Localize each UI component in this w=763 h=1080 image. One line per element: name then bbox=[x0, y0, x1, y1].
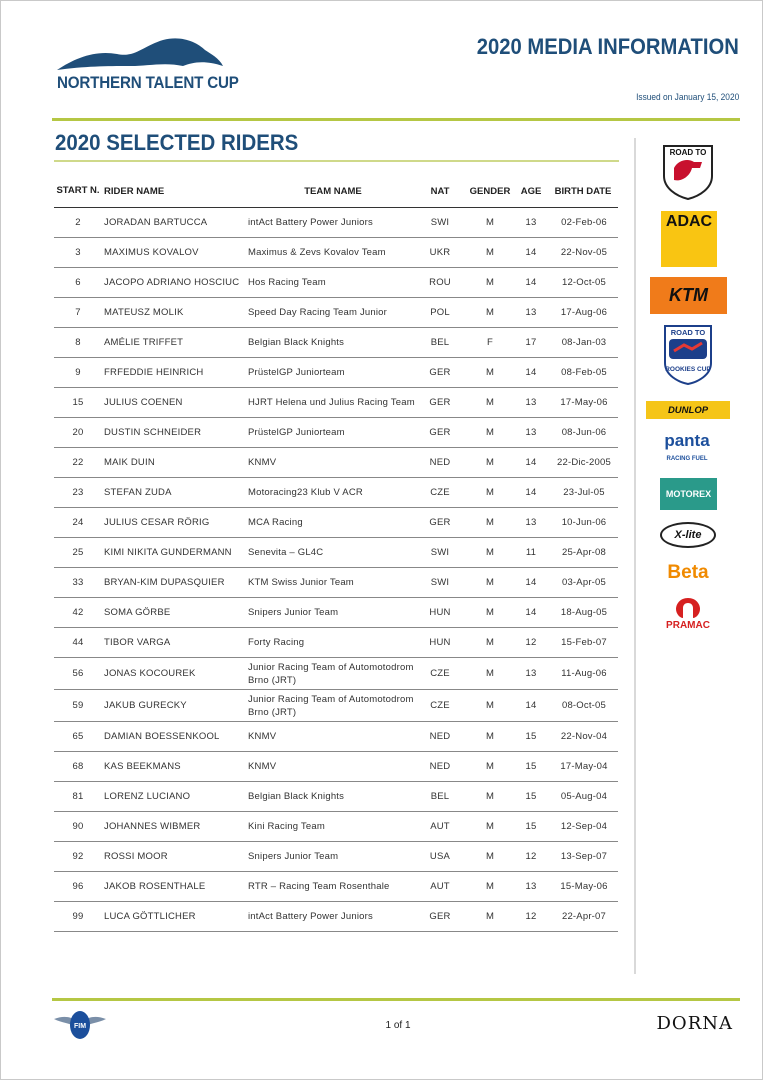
cell-rider-name: JACOPO ADRIANO HOSCIUC bbox=[104, 277, 240, 288]
table-row bbox=[54, 298, 618, 328]
cell-birth-date: 15-May-06 bbox=[560, 881, 608, 892]
table-row bbox=[54, 388, 618, 418]
dunlop-logo: DUNLOP bbox=[646, 401, 730, 419]
cell-team-name: Speed Day Racing Team Junior bbox=[248, 307, 388, 318]
cell-birth-date: 05-Aug-04 bbox=[560, 791, 608, 802]
cell-rider-name: JOHANNES WIBMER bbox=[104, 821, 201, 832]
cell-start-number: 59 bbox=[72, 700, 84, 711]
header-nationality: NAT bbox=[430, 185, 450, 197]
cell-gender: M bbox=[485, 307, 495, 318]
cell-birth-date: 08-Jun-06 bbox=[561, 427, 607, 438]
cell-nationality: SWI bbox=[430, 547, 450, 558]
table-row bbox=[54, 238, 618, 268]
cell-age: 11 bbox=[525, 547, 537, 558]
section-divider bbox=[54, 160, 619, 162]
cell-team-name: HJRT Helena und Julius Racing Team bbox=[248, 397, 415, 408]
cell-age: 14 bbox=[525, 700, 537, 711]
cell-team-name: Snipers Junior Team bbox=[248, 607, 339, 618]
adac-logo: ADAC bbox=[661, 211, 717, 267]
cell-gender: M bbox=[485, 731, 495, 742]
cell-gender: M bbox=[485, 851, 495, 862]
cell-birth-date: 03-Apr-05 bbox=[561, 577, 607, 588]
panta-logo bbox=[654, 432, 720, 468]
cell-birth-date: 17-Aug-06 bbox=[560, 307, 608, 318]
brand-name: NORTHERN TALENT CUP bbox=[57, 74, 239, 92]
cell-nationality: GER bbox=[429, 427, 451, 438]
cell-rider-name: FRFEDDIE HEINRICH bbox=[104, 367, 204, 378]
cell-rider-name: LORENZ LUCIANO bbox=[104, 791, 191, 802]
table-row bbox=[54, 658, 618, 690]
cell-gender: M bbox=[485, 821, 495, 832]
wave-logo-icon bbox=[55, 36, 225, 72]
cell-gender: M bbox=[485, 277, 495, 288]
cell-start-number: 3 bbox=[75, 247, 81, 258]
cell-start-number: 25 bbox=[72, 547, 84, 558]
cell-team-name: Maximus & Zevs Kovalov Team bbox=[248, 247, 386, 258]
cell-birth-date: 12-Sep-04 bbox=[560, 821, 608, 832]
cell-nationality: BEL bbox=[430, 337, 450, 348]
cell-age: 13 bbox=[525, 397, 537, 408]
cell-team-name: KNMV bbox=[248, 731, 277, 742]
table-row bbox=[54, 782, 618, 812]
cell-nationality: USA bbox=[429, 851, 451, 862]
table-row bbox=[54, 752, 618, 782]
cell-nationality: CZE bbox=[430, 668, 450, 679]
cell-age: 14 bbox=[525, 487, 537, 498]
cell-gender: M bbox=[485, 577, 495, 588]
cell-nationality: UKR bbox=[429, 247, 451, 258]
cell-gender: M bbox=[485, 247, 495, 258]
cell-start-number: 6 bbox=[75, 277, 81, 288]
table-row bbox=[54, 598, 618, 628]
cell-gender: M bbox=[485, 487, 495, 498]
cell-start-number: 68 bbox=[72, 761, 84, 772]
northern-talent-cup-logo bbox=[55, 36, 239, 96]
cell-start-number: 42 bbox=[72, 607, 84, 618]
cell-rider-name: JONAS KOCOUREK bbox=[104, 668, 196, 679]
cell-start-number: 90 bbox=[72, 821, 84, 832]
cell-rider-name: DUSTIN SCHNEIDER bbox=[104, 427, 202, 438]
cell-gender: M bbox=[485, 427, 495, 438]
table-header bbox=[54, 175, 618, 208]
cell-nationality: POL bbox=[430, 307, 450, 318]
cell-age: 14 bbox=[525, 457, 537, 468]
pramac-logo bbox=[656, 593, 720, 633]
header-gender: GENDER bbox=[469, 185, 511, 197]
cell-start-number: 9 bbox=[75, 367, 81, 378]
cell-gender: F bbox=[486, 337, 493, 348]
cell-gender: M bbox=[485, 367, 495, 378]
cell-birth-date: 18-Aug-05 bbox=[560, 607, 608, 618]
fim-text: FIM bbox=[73, 1023, 87, 1030]
cell-birth-date: 17-May-06 bbox=[560, 397, 608, 408]
cell-birth-date: 22-Nov-05 bbox=[560, 247, 608, 258]
cell-age: 14 bbox=[525, 367, 537, 378]
cell-age: 15 bbox=[525, 761, 537, 772]
cell-birth-date: 13-Sep-07 bbox=[560, 851, 608, 862]
cell-rider-name: KAS BEEKMANS bbox=[104, 761, 181, 772]
cell-gender: M bbox=[485, 397, 495, 408]
table-row bbox=[54, 418, 618, 448]
cell-start-number: 24 bbox=[72, 517, 84, 528]
cell-rider-name: TIBOR VARGA bbox=[104, 637, 171, 648]
cell-age: 13 bbox=[525, 307, 537, 318]
table-row bbox=[54, 508, 618, 538]
table-row bbox=[54, 722, 618, 752]
table-row bbox=[54, 812, 618, 842]
cell-start-number: 44 bbox=[72, 637, 84, 648]
cell-nationality: CZE bbox=[430, 487, 450, 498]
motorex-logo: MOTOREX bbox=[660, 478, 717, 510]
cell-team-name: KNMV bbox=[248, 457, 277, 468]
cell-age: 12 bbox=[525, 851, 537, 862]
cell-nationality: GER bbox=[429, 367, 451, 378]
road-to-motogp-logo bbox=[660, 142, 716, 200]
table-body bbox=[54, 208, 618, 932]
cell-team-name: intAct Battery Power Juniors bbox=[248, 911, 373, 922]
cell-nationality: GER bbox=[429, 397, 451, 408]
cell-nationality: NED bbox=[429, 761, 451, 772]
cell-age: 17 bbox=[525, 337, 537, 348]
cell-birth-date: 25-Apr-08 bbox=[561, 547, 607, 558]
dorna-logo: DORNA bbox=[656, 1013, 733, 1034]
cell-age: 15 bbox=[525, 791, 537, 802]
table-row bbox=[54, 448, 618, 478]
cell-nationality: GER bbox=[429, 911, 451, 922]
cell-team-name: Belgian Black Knights bbox=[248, 337, 345, 348]
cell-start-number: 99 bbox=[72, 911, 84, 922]
table-row bbox=[54, 568, 618, 598]
cell-team-name: Junior Racing Team of Automotodrom Brno (JRT) bbox=[248, 693, 414, 718]
cell-start-number: 96 bbox=[72, 881, 84, 892]
cell-team-name: RTR – Racing Team Rosenthale bbox=[248, 881, 390, 892]
cell-start-number: 15 bbox=[72, 397, 84, 408]
cell-rider-name: LUCA GÖTTLICHER bbox=[104, 911, 196, 922]
cell-team-name: Senevita – GL4C bbox=[248, 547, 324, 558]
fim-logo bbox=[52, 1007, 108, 1043]
cell-start-number: 23 bbox=[72, 487, 84, 498]
cell-team-name: Hos Racing Team bbox=[248, 277, 326, 288]
header-rider-name: RIDER NAME bbox=[104, 185, 165, 197]
cell-start-number: 56 bbox=[72, 668, 84, 679]
cell-birth-date: 08-Feb-05 bbox=[561, 367, 607, 378]
cell-gender: M bbox=[485, 637, 495, 648]
red-bull-rookies-cup-logo bbox=[662, 323, 714, 385]
cell-birth-date: 15-Feb-07 bbox=[561, 637, 607, 648]
cell-rider-name: KIMI NIKITA GUNDERMANN bbox=[104, 547, 232, 558]
cell-team-name: Junior Racing Team of Automotodrom Brno (JRT) bbox=[248, 661, 414, 686]
section-title: 2020 SELECTED RIDERS bbox=[55, 130, 299, 155]
cell-birth-date: 23-Jul-05 bbox=[563, 487, 605, 498]
cell-start-number: 33 bbox=[72, 577, 84, 588]
cell-birth-date: 22-Dic-2005 bbox=[557, 457, 611, 468]
cell-rider-name: ROSSI MOOR bbox=[104, 851, 168, 862]
cell-gender: M bbox=[485, 761, 495, 772]
cell-birth-date: 22-Nov-04 bbox=[560, 731, 608, 742]
cell-rider-name: JULIUS COENEN bbox=[104, 397, 183, 408]
shield-icon bbox=[660, 142, 716, 200]
cell-birth-date: 11-Aug-06 bbox=[561, 668, 607, 679]
cell-rider-name: BRYAN-KIM DUPASQUIER bbox=[104, 577, 225, 588]
cell-age: 13 bbox=[525, 427, 537, 438]
cell-birth-date: 08-Jan-03 bbox=[561, 337, 607, 348]
cell-nationality: CZE bbox=[430, 700, 450, 711]
cell-rider-name: MAIK DUIN bbox=[104, 457, 155, 468]
cell-team-name: Forty Racing bbox=[248, 637, 305, 648]
pramac-mark-icon bbox=[673, 596, 703, 620]
header-divider bbox=[52, 118, 740, 121]
cell-team-name: Belgian Black Knights bbox=[248, 791, 345, 802]
header-age: AGE bbox=[520, 185, 542, 197]
cell-nationality: HUN bbox=[429, 607, 451, 618]
cell-nationality: AUT bbox=[430, 881, 450, 892]
footer-divider bbox=[52, 998, 740, 1001]
cell-nationality: SWI bbox=[430, 577, 450, 588]
cell-age: 14 bbox=[525, 277, 537, 288]
sponsor-divider bbox=[634, 138, 636, 974]
cell-gender: M bbox=[485, 517, 495, 528]
cell-team-name: Snipers Junior Team bbox=[248, 851, 339, 862]
cell-start-number: 65 bbox=[72, 731, 84, 742]
cell-nationality: SWI bbox=[430, 217, 450, 228]
panta-text: panta bbox=[664, 431, 710, 450]
cell-nationality: GER bbox=[429, 517, 451, 528]
table-row bbox=[54, 872, 618, 902]
cell-nationality: ROU bbox=[429, 277, 451, 288]
cell-start-number: 8 bbox=[75, 337, 81, 348]
beta-logo: Beta bbox=[667, 562, 709, 583]
cell-nationality: HUN bbox=[429, 637, 451, 648]
cell-age: 13 bbox=[525, 517, 537, 528]
cell-birth-date: 08-Oct-05 bbox=[561, 700, 607, 711]
cell-birth-date: 10-Jun-06 bbox=[561, 517, 607, 528]
media-information-title: 2020 MEDIA INFORMATION bbox=[476, 34, 739, 59]
rookies-shield-icon bbox=[662, 323, 714, 385]
table-row bbox=[54, 208, 618, 238]
cell-start-number: 81 bbox=[72, 791, 84, 802]
cell-rider-name: JORADAN BARTUCCA bbox=[104, 217, 208, 228]
table-row bbox=[54, 842, 618, 872]
cell-birth-date: 02-Feb-06 bbox=[561, 217, 607, 228]
page-number: 1 of 1 bbox=[385, 1020, 411, 1031]
cell-gender: M bbox=[485, 547, 495, 558]
cell-gender: M bbox=[485, 457, 495, 468]
cell-team-name: KNMV bbox=[248, 761, 277, 772]
cell-gender: M bbox=[485, 911, 495, 922]
cell-start-number: 7 bbox=[75, 307, 81, 318]
cell-age: 14 bbox=[525, 577, 537, 588]
rookies-top-text: ROAD TO bbox=[670, 328, 706, 337]
cell-rider-name: JAKOB ROSENTHALE bbox=[104, 881, 206, 892]
cell-gender: M bbox=[485, 607, 495, 618]
cell-gender: M bbox=[485, 217, 495, 228]
cell-nationality: NED bbox=[429, 457, 451, 468]
table-row bbox=[54, 902, 618, 932]
riders-table bbox=[54, 175, 618, 932]
cell-rider-name: DAMIAN BOESSENKOOL bbox=[104, 731, 220, 742]
x-lite-logo: X-lite bbox=[660, 522, 716, 548]
table-row bbox=[54, 628, 618, 658]
fim-wings-icon bbox=[52, 1007, 108, 1043]
cell-rider-name: AMÉLIE TRIFFET bbox=[104, 337, 184, 348]
cell-gender: M bbox=[485, 881, 495, 892]
cell-rider-name: JULIUS CESAR RÖRIG bbox=[104, 517, 210, 528]
road-to-text: ROAD TO bbox=[669, 148, 707, 157]
rookies-bottom-text: ROOKIES CUP bbox=[665, 366, 711, 373]
cell-gender: M bbox=[485, 668, 495, 679]
cell-rider-name: SOMA GÖRBE bbox=[104, 607, 171, 618]
panta-subtext: RACING FUEL bbox=[666, 456, 708, 462]
table-row bbox=[54, 268, 618, 298]
cell-birth-date: 17-May-04 bbox=[560, 761, 608, 772]
cell-age: 12 bbox=[525, 637, 537, 648]
cell-start-number: 22 bbox=[72, 457, 84, 468]
table-row bbox=[54, 478, 618, 508]
cell-birth-date: 22-Apr-07 bbox=[561, 911, 607, 922]
table-row bbox=[54, 538, 618, 568]
pramac-text: PRAMAC bbox=[666, 619, 710, 631]
cell-age: 14 bbox=[525, 607, 537, 618]
table-row bbox=[54, 358, 618, 388]
cell-rider-name: MAXIMUS KOVALOV bbox=[104, 247, 199, 258]
header-team-name: TEAM NAME bbox=[304, 185, 362, 197]
cell-gender: M bbox=[485, 791, 495, 802]
cell-age: 13 bbox=[525, 668, 537, 679]
cell-team-name: intAct Battery Power Juniors bbox=[248, 217, 373, 228]
cell-age: 15 bbox=[525, 731, 537, 742]
cell-rider-name: STEFAN ZUDA bbox=[104, 487, 172, 498]
cell-team-name: PrüstelGP Juniorteam bbox=[248, 427, 345, 438]
cell-team-name: Kini Racing Team bbox=[248, 821, 325, 832]
cell-rider-name: MATEUSZ MOLIK bbox=[104, 307, 184, 318]
table-row bbox=[54, 690, 618, 722]
cell-gender: M bbox=[485, 700, 495, 711]
cell-team-name: MCA Racing bbox=[248, 517, 303, 528]
cell-age: 13 bbox=[525, 881, 537, 892]
cell-age: 13 bbox=[525, 217, 537, 228]
cell-rider-name: JAKUB GURECKY bbox=[104, 700, 187, 711]
ktm-logo: KTM bbox=[650, 277, 727, 314]
cell-start-number: 2 bbox=[75, 217, 81, 228]
header-birth-date: BIRTH DATE bbox=[554, 185, 612, 197]
issued-date: Issued on January 15, 2020 bbox=[635, 92, 739, 103]
cell-start-number: 20 bbox=[72, 427, 84, 438]
cell-nationality: NED bbox=[429, 731, 451, 742]
cell-age: 14 bbox=[525, 247, 537, 258]
cell-nationality: AUT bbox=[430, 821, 450, 832]
cell-age: 15 bbox=[525, 821, 537, 832]
cell-team-name: PrüstelGP Juniorteam bbox=[248, 367, 345, 378]
cell-team-name: Motoracing23 Klub V ACR bbox=[248, 487, 363, 498]
cell-age: 12 bbox=[525, 911, 537, 922]
cell-start-number: 92 bbox=[72, 851, 84, 862]
cell-birth-date: 12-Oct-05 bbox=[561, 277, 607, 288]
header-start-number: START N. bbox=[56, 185, 100, 196]
cell-nationality: BEL bbox=[430, 791, 450, 802]
cell-team-name: KTM Swiss Junior Team bbox=[248, 577, 354, 588]
table-row bbox=[54, 328, 618, 358]
